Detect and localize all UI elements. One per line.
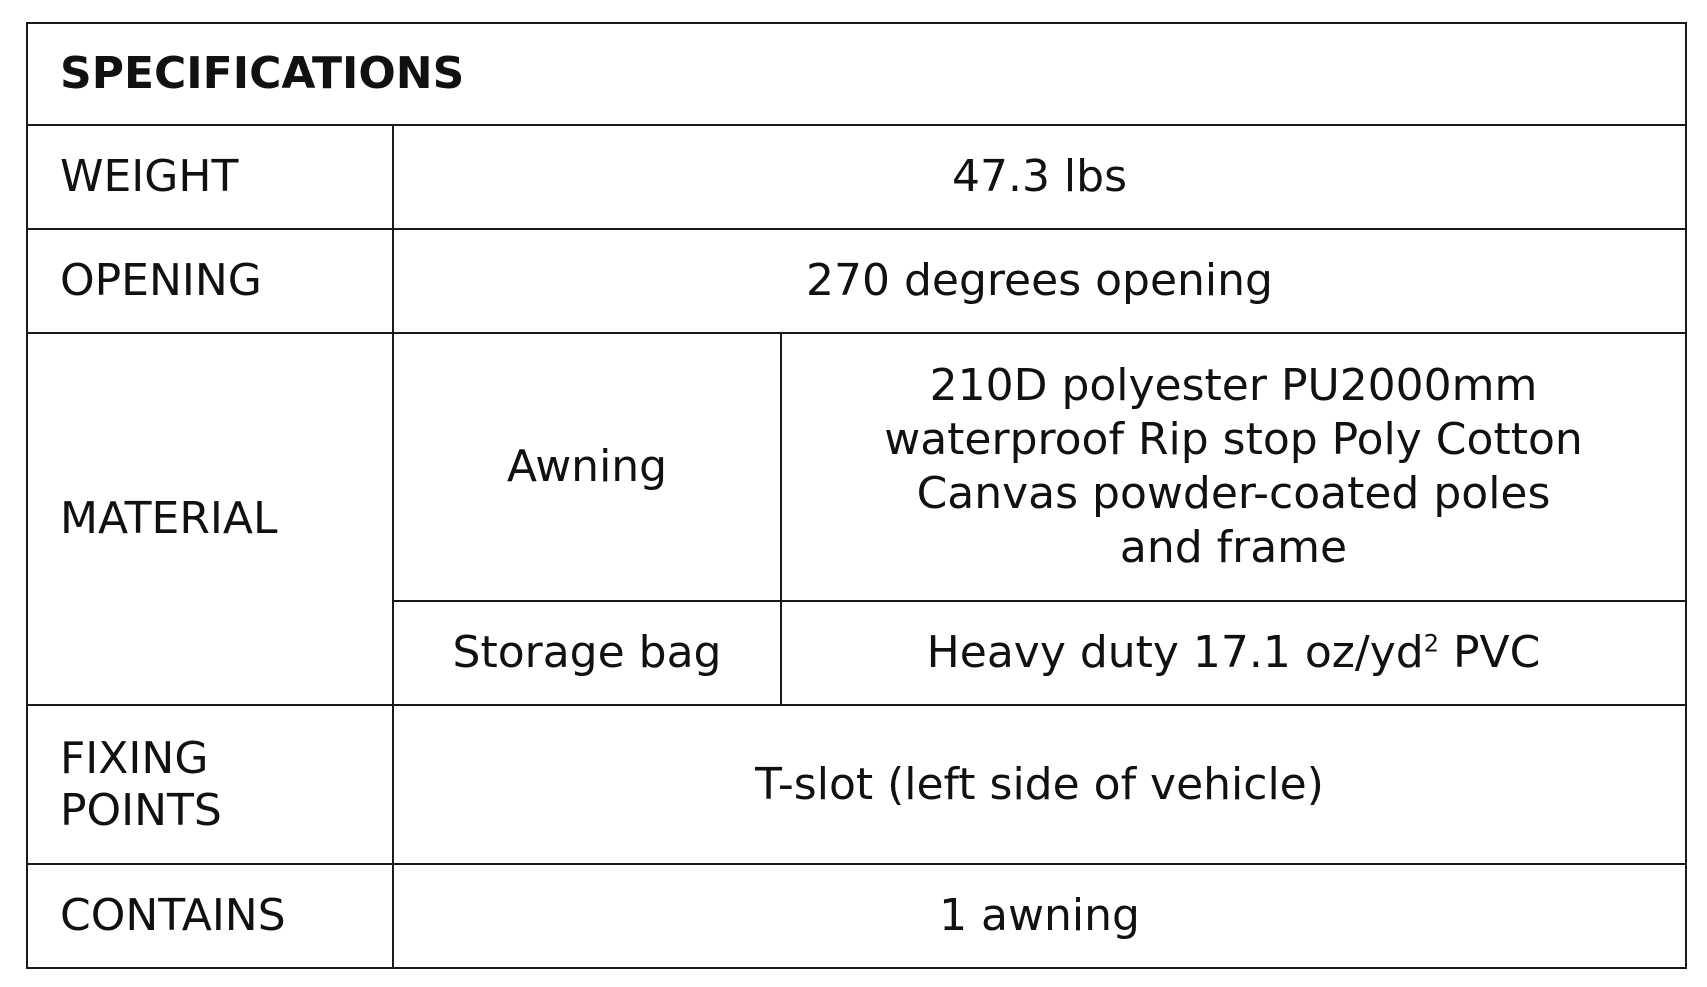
table-row-weight [27, 125, 1686, 229]
weight-value: 47.3 lbs [393, 125, 1686, 229]
specifications-table [26, 22, 1687, 969]
awning-value-line: Canvas powder-coated poles [916, 468, 1551, 519]
material-label: MATERIAL [27, 333, 393, 705]
table-row-contains [27, 864, 1686, 968]
table-row-material-awning [27, 333, 1686, 601]
awning-value-line: waterproof Rip stop Poly Cotton [884, 414, 1583, 465]
storage-bag-value-superscript: 2 [1423, 629, 1439, 658]
contains-label: CONTAINS [27, 864, 393, 968]
contains-value: 1 awning [393, 864, 1686, 968]
title-row [27, 23, 1686, 125]
fixing-points-value: T-slot (left side of vehicle) [393, 705, 1686, 864]
storage-bag-value-text: Heavy duty 17.1 oz/yd [926, 627, 1424, 678]
storage-bag-value [781, 601, 1686, 705]
storage-bag-label: Storage bag [393, 601, 781, 705]
awning-value-line: and frame [1119, 522, 1348, 573]
opening-label: OPENING [27, 229, 393, 333]
table-row-fixing-points [27, 705, 1686, 864]
storage-bag-value-suffix: PVC [1438, 627, 1541, 678]
weight-label: WEIGHT [27, 125, 393, 229]
fixing-points-label-line: FIXING [60, 732, 209, 784]
fixing-points-label [27, 705, 393, 864]
table-row-opening [27, 229, 1686, 333]
awning-label: Awning [393, 333, 781, 601]
table-title: SPECIFICATIONS [27, 23, 1686, 125]
fixing-points-label-line: POINTS [60, 784, 222, 836]
opening-value: 270 degrees opening [393, 229, 1686, 333]
awning-value-line: 210D polyester PU2000mm [929, 360, 1538, 411]
awning-value [781, 333, 1686, 601]
